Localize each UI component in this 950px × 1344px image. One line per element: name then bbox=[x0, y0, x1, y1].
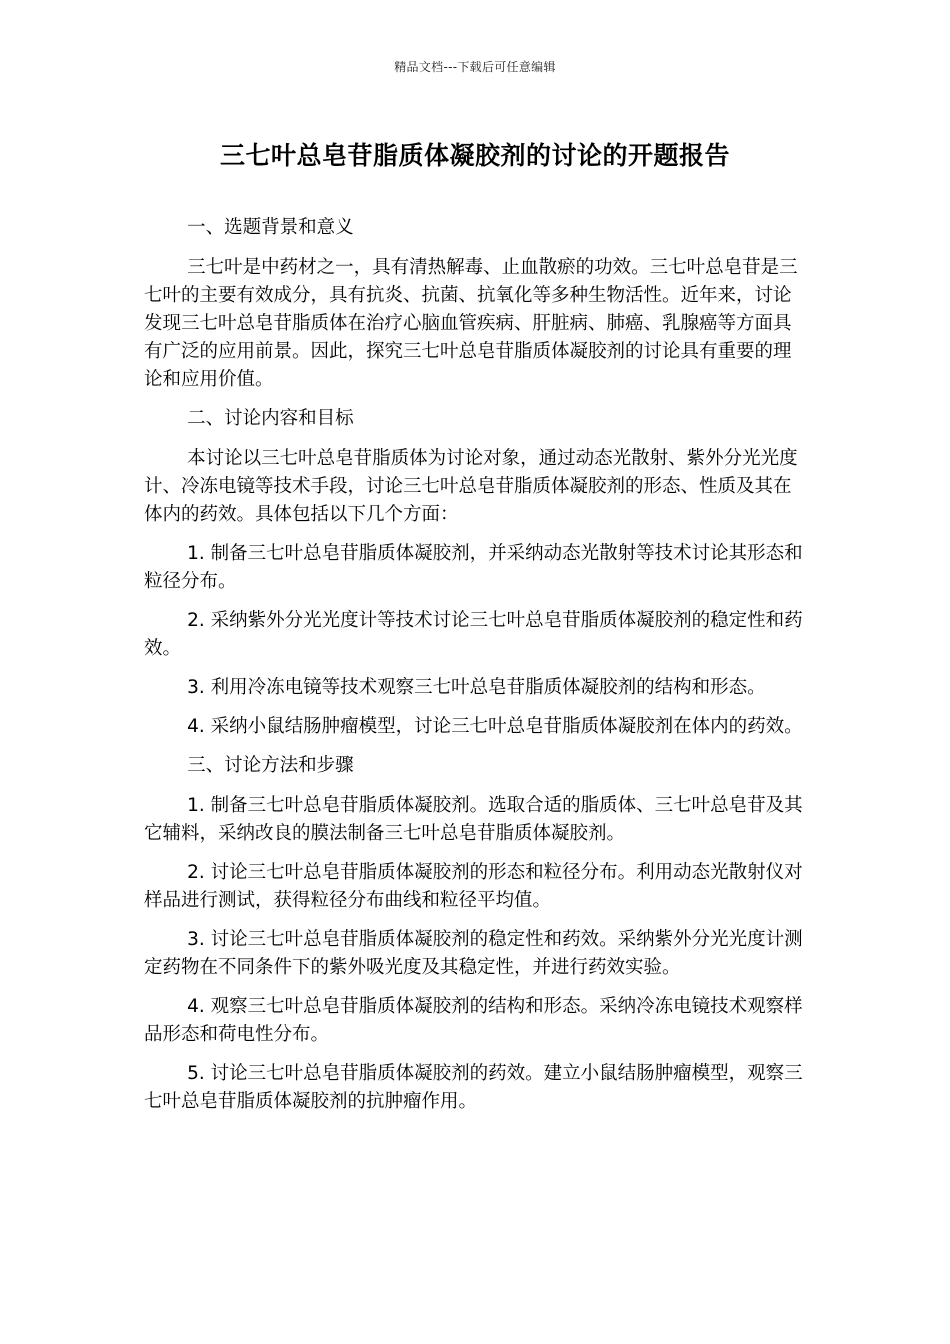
paragraph-content-intro: 本讨论以三七叶总皂苷脂质体为讨论对象，通过动态光散射、紫外分光光度计、冷冻电镜等技术手段，讨论三七叶总皂苷脂质体凝胶剂的形态、性质及其在体内的药效。具体包括以下几个方面： bbox=[144, 448, 798, 525]
page-header-watermark: 精品文档---下载后可任意编辑 bbox=[394, 60, 556, 74]
list-item-method-5: 5. 讨论三七叶总皂苷脂质体凝胶剂的药效。建立小鼠结肠肿瘤模型，观察三七叶总皂苷脂质体凝胶剂的抗肿瘤作用。 bbox=[144, 1063, 803, 1112]
section-heading-content-goals: 二、讨论内容和目标 bbox=[187, 408, 354, 429]
list-item-method-2: 2. 讨论三七叶总皂苷脂质体凝胶剂的形态和粒径分布。利用动态光散射仪对样品进行测试，获得粒径分布曲线和粒径平均值。 bbox=[144, 862, 803, 911]
section-heading-background: 一、选题背景和意义 bbox=[187, 217, 354, 238]
list-item-content-1: 1. 制备三七叶总皂苷脂质体凝胶剂，并采纳动态光散射等技术讨论其形态和粒径分布。 bbox=[144, 543, 803, 592]
document-body bbox=[144, 214, 804, 1127]
paragraph-background: 三七叶是中药材之一，具有清热解毒、止血散瘀的功效。三七叶总皂苷是三七叶的主要有效成分，具有抗炎、抗菌、抗氧化等多种生物活性。近年来，讨论发现三七叶总皂苷脂质体在治疗心脑血管疾病、肝脏病、肺癌、乳腺癌等方面具有广泛的应用前景。因此，探究三七叶总皂苷脂质体凝胶剂的讨论具有重要的理论和应用价值。 bbox=[144, 257, 798, 390]
list-item-content-3: 3. 利用冷冻电镜等技术观察三七叶总皂苷脂质体凝胶剂的结构和形态。 bbox=[187, 677, 766, 698]
list-item-method-1: 1. 制备三七叶总皂苷脂质体凝胶剂。选取合适的脂质体、三七叶总皂苷及其它辅料，采纳改良的膜法制备三七叶总皂苷脂质体凝胶剂。 bbox=[144, 795, 803, 844]
list-item-method-4: 4. 观察三七叶总皂苷脂质体凝胶剂的结构和形态。采纳冷冻电镜技术观察样品形态和荷电性分布。 bbox=[144, 996, 803, 1045]
list-item-content-2: 2. 采纳紫外分光光度计等技术讨论三七叶总皂苷脂质体凝胶剂的稳定性和药效。 bbox=[144, 610, 803, 659]
section-heading-methods: 三、讨论方法和步骤 bbox=[187, 755, 354, 776]
list-item-method-3: 3. 讨论三七叶总皂苷脂质体凝胶剂的稳定性和药效。采纳紫外分光光度计测定药物在不同条件下的紫外吸光度及其稳定性，并进行药效实验。 bbox=[144, 929, 803, 978]
list-item-content-4: 4. 采纳小鼠结肠肿瘤模型，讨论三七叶总皂苷脂质体凝胶剂在体内的药效。 bbox=[187, 716, 803, 737]
document-title: 三七叶总皂苷脂质体凝胶剂的讨论的开题报告 bbox=[219, 141, 730, 170]
